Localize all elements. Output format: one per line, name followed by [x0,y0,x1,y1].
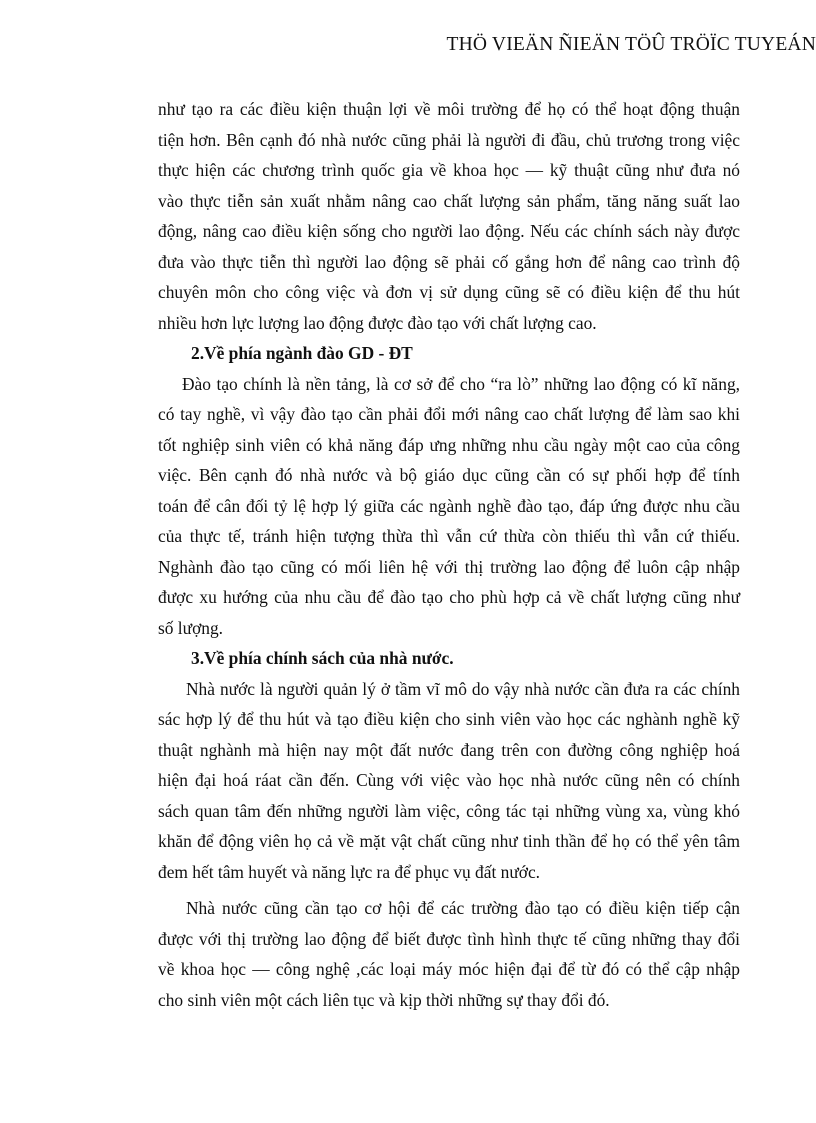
text-line: hiện đại hoá ráat cần đến. Cùng với việc vào học nhà nước cũng nên có chính [158,770,740,790]
text-line: được xu hướng của nhu cầu để đào tạo cho phù hợp cả về chất lượng cũng như [158,587,740,607]
text-line: số lượng. [158,617,224,638]
text-line: của thực tế, tránh hiện tượng thừa thì vẫn cứ thừa còn thiếu thì vẫn cứ thiếu. [158,526,740,546]
text-line: sách quan tâm đến những người làm việc, công tác tại những vùng xa, vùng khó [158,800,740,821]
paragraph-2 [158,369,740,644]
paragraph-4 [158,893,740,1015]
paragraph-3 [158,674,740,888]
text-line: sác hợp lý để thu hút và tạo điều kiện cho sinh viên vào học các nghành nghề kỹ [158,709,740,729]
text-line: cho sinh viên một cách liên tục và kịp thời những sự thay đổi đó. [158,989,610,1010]
section-heading-2: 2.Về phía ngành đào GD - ĐT [191,343,413,363]
text-line: Nhà nước là người quản lý ở tầm vĩ mô do vậy nhà nước cần đưa ra các chính [186,678,740,699]
text-line: tiện hơn. Bên cạnh đó nhà nước cũng phải là người đi đầu, chủ trương trong việc [158,129,740,150]
text-line: khăn để động viên họ cả về mặt vật chất cũng như tinh thần để họ có thể yên tâm [158,831,740,851]
text-line: toán để cân đối tỷ lệ hợp lý giữa các ngành nghề đào tạo, đáp ứng được nhu cầu [158,495,740,516]
text-line: Đào tạo chính là nền tảng, là cơ sở để cho “ra lò” những lao động có kĩ năng, [182,373,740,394]
text-line: về khoa học — công nghệ ,các loại máy móc hiện đại để từ đó có thể cập nhập [158,959,740,979]
text-line: vào thực tiễn sản xuất nhằm nâng cao chất lượng sản phẩm, tăng năng suất lao [158,190,740,211]
text-line: chuyên môn cho công việc và đơn vị sử dụng cũng sẽ có điều kiện để thu hút [158,282,740,302]
text-line: Nhà nước cũng cần tạo cơ hội để các trường đào tạo có điều kiện tiếp cận [186,898,740,918]
text-line: như tạo ra các điều kiện thuận lợi về môi trường để họ có thể hoạt động thuận [158,99,740,119]
text-line: Nghành đào tạo cũng có mối liên hệ với thị trường lao động để luôn cập nhập [158,556,740,577]
text-line: đưa vào thực tiễn thì người lao động sẽ phải cố gắng hơn để nâng cao trình độ [158,251,740,272]
text-line: được với thị trường lao động để biết được tình hình thực tế cũng những thay đổi [158,928,740,949]
paragraph-1 [158,94,740,338]
text-line: nhiều hơn lực lượng lao động được đào tạo với chất lượng cao. [158,312,597,333]
section-heading-3: 3.Về phía chính sách của nhà nước. [191,648,454,668]
text-line: tốt nghiệp sinh viên có khả năng đáp ưng những nhu cầu ngày một cao của công [158,434,740,455]
document-body [158,94,740,1015]
text-line: đem hết tâm huyết và năng lực ra để phục vụ đất nước. [158,861,541,882]
text-line: thuật nghành mà hiện nay một đất nước đang trên con đường công nghiệp hoá [158,739,740,760]
page-header: THÖ VIEÄN ÑIEÄN TÖÛ TRÖÏC TUYEÁN [446,34,816,55]
text-line: việc. Bên cạnh đó nhà nước và bộ giáo dục cũng cần có sự phối hợp để tính [158,465,740,485]
text-line: có tay nghề, vì vậy đào tạo cần phải đổi mới nâng cao chất lượng để làm sao khi [158,404,740,424]
text-line: động, nâng cao điều kiện sống cho người lao động. Nếu các chính sách này được [158,221,740,241]
text-line: thực hiện các chương trình quốc gia về khoa học — kỹ thuật cũng như đưa nó [158,160,740,180]
